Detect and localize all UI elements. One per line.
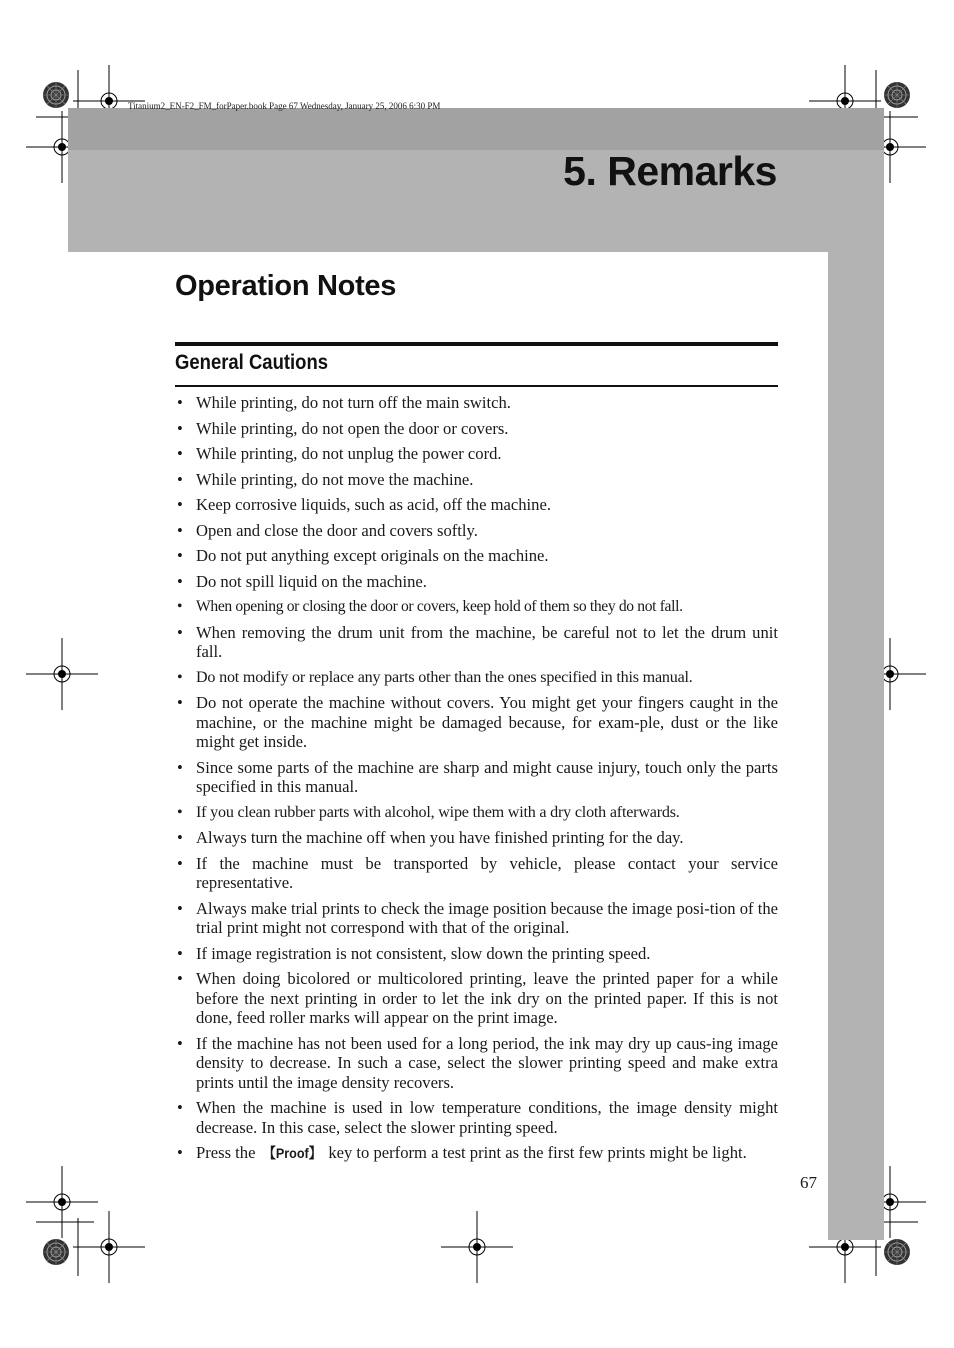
list-item-text: Press the xyxy=(196,1143,260,1162)
list-item-proof-key xyxy=(175,1143,778,1164)
list-item: • Always turn the machine off when you have finished printing for the day. xyxy=(175,828,778,848)
list-item: • While printing, do not move the machine. xyxy=(175,470,778,490)
list-item: • When the machine is used in low temperature conditions, the image density might decrease. In this case, select the slower printing speed. xyxy=(175,1098,778,1137)
print-info-line: Titanium2_EN-F2_FM_forPaper.book Page 67 Wednesday, January 25, 2006 6:30 PM xyxy=(128,101,441,111)
list-item: • If you clean rubber parts with alcohol, wipe them with a dry cloth afterwards. xyxy=(175,803,778,823)
chapter-title: 5. Remarks xyxy=(563,148,777,194)
list-item: • Always make trial prints to check the image position because the image posi-tion of the trial print might not correspond with that of the original. xyxy=(175,899,778,938)
list-item: • Since some parts of the machine are sharp and might cause injury, touch only the parts specified in this manual. xyxy=(175,758,778,797)
side-tab-band xyxy=(828,252,884,1240)
proof-key-label: 【Proof】 xyxy=(262,1145,321,1161)
section-rule xyxy=(175,342,778,346)
list-item: • Keep corrosive liquids, such as acid, off the machine. xyxy=(175,495,778,515)
list-item: • If the machine must be transported by vehicle, please contact your service representative. xyxy=(175,854,778,893)
list-item: • If image registration is not consistent, slow down the printing speed. xyxy=(175,944,778,964)
list-item: • When doing bicolored or multicolored printing, leave the printed paper for a while before the next printing in order to let the ink dry on the printed paper. If this is not done, feed roller marks will appear on the print image. xyxy=(175,969,778,1028)
chapter-header-strip xyxy=(68,108,884,150)
list-item: • Do not put anything except originals on the machine. xyxy=(175,546,778,566)
list-item: • When removing the drum unit from the machine, be careful not to let the drum unit fall. xyxy=(175,623,778,662)
page-number: 67 xyxy=(800,1173,817,1192)
list-item: • While printing, do not unplug the power cord. xyxy=(175,444,778,464)
subsection-title: General Cautions xyxy=(175,351,329,374)
list-item: • While printing, do not turn off the main switch. xyxy=(175,393,778,413)
cautions-list xyxy=(175,393,778,1170)
list-item: • While printing, do not open the door or covers. xyxy=(175,419,778,439)
list-item: • When opening or closing the door or covers, keep hold of them so they do not fall. xyxy=(175,597,778,617)
list-item: • Do not modify or replace any parts other than the ones specified in this manual. xyxy=(175,668,778,688)
list-item: • Do not spill liquid on the machine. xyxy=(175,572,778,592)
list-item: • Open and close the door and covers softly. xyxy=(175,521,778,541)
subsection-rule xyxy=(175,385,778,387)
list-item: • Do not operate the machine without covers. You might get your fingers caught in the machine, or the machine might be damaged because, for exam-ple, dust or the like might get inside. xyxy=(175,693,778,752)
section-title: Operation Notes xyxy=(175,270,397,302)
list-item-text: key to perform a test print as the first few prints might be light. xyxy=(324,1143,747,1162)
list-item: • If the machine has not been used for a long period, the ink may dry up caus-ing image density to decrease. In such a case, select the slower printing speed and make extra prints until the image density recovers. xyxy=(175,1034,778,1093)
